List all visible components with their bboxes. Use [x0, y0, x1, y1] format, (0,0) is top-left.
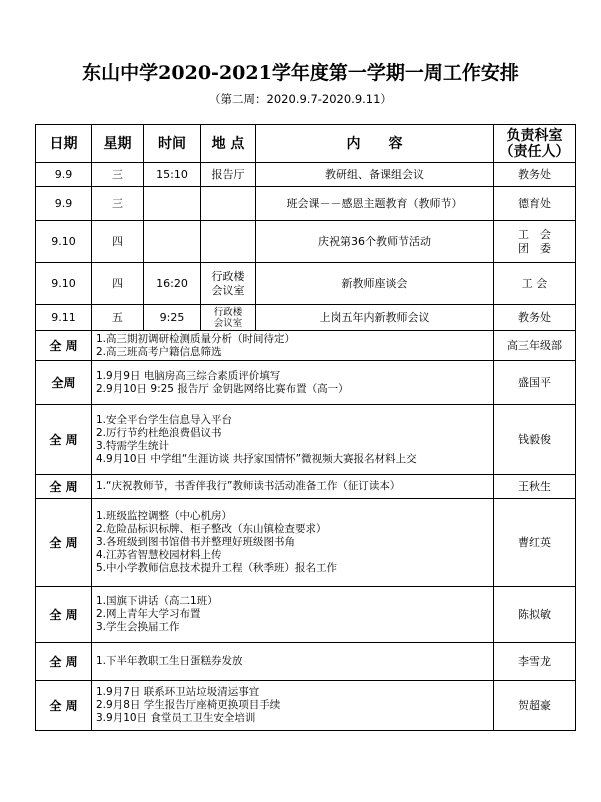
header-weekday: 星期: [92, 125, 144, 163]
weekly-item: 4.9月10日 中学组“生涯访谈 共抒家国情怀”微视频大赛报名材料上交: [96, 452, 417, 465]
row-place-line2: 会议室: [213, 317, 243, 329]
row-place: 报告厅: [201, 163, 256, 187]
header-date: 日期: [36, 125, 92, 163]
row-owner: 教务处: [494, 163, 576, 187]
row-time: 16:20: [144, 263, 201, 305]
weekly-item: 1.9月7日 联系环卫站垃圾清运事宜: [96, 686, 260, 698]
weekly-label: 全 周: [36, 681, 92, 731]
weekly-label: 全 周: [36, 475, 92, 499]
row-date: 9.9: [36, 187, 92, 221]
weekly-label: 全周: [36, 361, 92, 405]
row-owner: 教务处: [494, 305, 576, 331]
weekly-label: 全 周: [36, 405, 92, 475]
weekly-row: [36, 681, 576, 731]
row-time: [144, 221, 201, 263]
row-place: [201, 305, 256, 331]
weekly-item: 1.安全平台学生信息导入平台: [96, 413, 233, 426]
row-weekday: 五: [92, 305, 144, 331]
weekly-items: [92, 681, 494, 731]
row-place-line2: 会议室: [211, 283, 245, 297]
row-place: [201, 263, 256, 305]
table-row: [36, 163, 576, 187]
row-owner-line2: 团 委: [518, 241, 551, 255]
weekly-owner: 钱毅俊: [494, 405, 576, 475]
weekly-item: 1.高三期初调研检测质量分析（时间待定）: [96, 332, 296, 345]
header-owner-line1: 负责科室: [506, 127, 563, 144]
page-subtitle: （第二周：2020.9.7-2020.9.11）: [209, 92, 392, 106]
header-time: 时间: [144, 125, 201, 163]
weekly-row: [36, 587, 576, 643]
weekly-owner: 曹红英: [494, 499, 576, 587]
weekly-items: [92, 643, 494, 681]
weekly-item: 3.各班级到图书馆借书并整理好班级图书角: [96, 536, 296, 548]
weekly-items: [92, 475, 494, 499]
weekly-item: 3.9月10日 食堂员工卫生安全培训: [96, 712, 256, 724]
weekly-item: 2.危险品标识标牌、柜子整改（东山镇检查要求）: [96, 523, 327, 535]
row-content: 庆祝第36个教师节活动: [256, 221, 494, 263]
weekly-item: 1.“庆祝教师节，书香伴我行”教师读书活动准备工作（征订读本）: [96, 480, 401, 492]
table-row: [36, 221, 576, 263]
weekly-item: 2.网上青年大学习布置: [96, 608, 201, 620]
header-owner-line2: （责任人）: [499, 143, 570, 160]
weekly-item: 3.特需学生统计: [96, 439, 170, 452]
row-time: 9:25: [144, 305, 201, 331]
weekly-owner: 盛国平: [494, 361, 576, 405]
table-row: [36, 263, 576, 305]
table-row: [36, 187, 576, 221]
header-place: 地 点: [201, 125, 256, 163]
row-content: 新教师座谈会: [256, 263, 494, 305]
row-content: 教研组、备课组会议: [256, 163, 494, 187]
weekly-item: 2.高三班高考户籍信息筛选: [96, 345, 222, 358]
weekly-item: 2.9月10日 9:25 报告厅 金钥匙网络比赛布置（高一）: [96, 382, 349, 395]
weekly-item: 5.中小学教师信息技术提升工程（秋季班）报名工作: [96, 562, 338, 574]
row-time: [144, 187, 201, 221]
weekly-row: [36, 643, 576, 681]
table-row: [36, 305, 576, 331]
weekly-items: [92, 405, 494, 475]
weekly-label: 全 周: [36, 587, 92, 643]
row-content: 班会课－－感恩主题教育（教师节）: [256, 187, 494, 221]
weekly-item: 1.国旗下讲话（高二1班）: [96, 595, 218, 607]
weekly-label: 全 周: [36, 499, 92, 587]
weekly-item: 1.班级监控调整（中心机房）: [96, 510, 233, 522]
row-place: [201, 187, 256, 221]
weekly-item: 2.9月8日 学生报告厅座椅更换项目手续: [96, 699, 281, 711]
header-owner: [494, 125, 576, 163]
header-content: 内 容: [256, 125, 494, 163]
page-title: 东山中学2020-2021学年度第一学期一周工作安排: [82, 62, 519, 84]
weekly-item: 2.厉行节约杜绝浪费倡议书: [96, 426, 222, 439]
weekly-label: 全 周: [36, 331, 92, 361]
weekly-owner: 陈拟敏: [494, 587, 576, 643]
weekly-item: 3.学生会换届工作: [96, 621, 180, 633]
weekly-owner: 贺超豪: [494, 681, 576, 731]
weekly-item: 1.下半年教职工生日蛋糕券发放: [96, 655, 243, 667]
row-weekday: 三: [92, 187, 144, 221]
weekly-items: [92, 499, 494, 587]
row-weekday: 四: [92, 263, 144, 305]
row-place-line1: 行政楼: [213, 306, 243, 318]
row-date: 9.10: [36, 221, 92, 263]
weekly-row: [36, 475, 576, 499]
weekly-items: [92, 587, 494, 643]
weekly-item: 1.9月9日 电脑房高三综合素质评价填写: [96, 369, 281, 382]
schedule-table: [35, 124, 576, 731]
weekly-row: [36, 405, 576, 475]
weekly-row: [36, 331, 576, 361]
weekly-owner: 李雪龙: [494, 643, 576, 681]
weekly-owner: 高三年级部: [494, 331, 576, 361]
weekly-items: [92, 361, 494, 405]
weekly-item: 4.江苏省智慧校园材料上传: [96, 549, 222, 561]
row-date: 9.9: [36, 163, 92, 187]
row-owner: [494, 221, 576, 263]
row-content: 上岗五年内新教师会议: [256, 305, 494, 331]
row-date: 9.11: [36, 305, 92, 331]
row-weekday: 四: [92, 221, 144, 263]
weekly-owner: 王秋生: [494, 475, 576, 499]
weekly-row: [36, 361, 576, 405]
header-row: [36, 125, 576, 163]
row-time: 15:10: [144, 163, 201, 187]
row-owner-line1: 工 会: [518, 227, 551, 241]
row-place: [201, 221, 256, 263]
weekly-row: [36, 499, 576, 587]
row-owner: 工 会: [494, 263, 576, 305]
row-owner: 德育处: [494, 187, 576, 221]
row-date: 9.10: [36, 263, 92, 305]
row-weekday: 三: [92, 163, 144, 187]
weekly-items: [92, 331, 494, 361]
weekly-label: 全 周: [36, 643, 92, 681]
row-place-line1: 行政楼: [211, 269, 245, 283]
